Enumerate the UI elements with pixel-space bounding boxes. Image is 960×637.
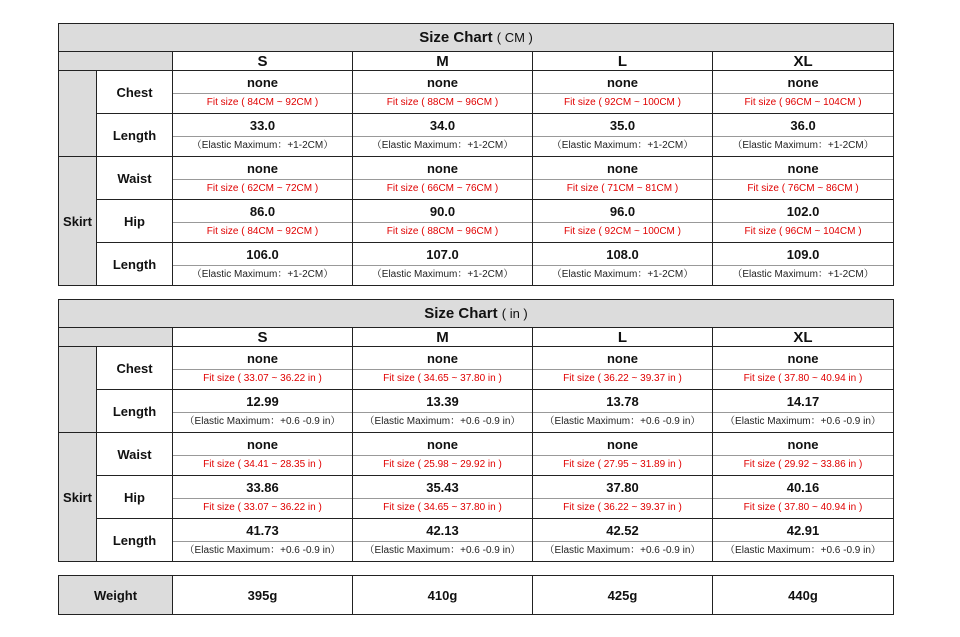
measure-row [59,71,894,114]
fit-size-note: Fit size ( 34.65 ~ 37.80 in ) [353,498,532,518]
fit-size-note: Fit size ( 25.98 ~ 29.92 in ) [353,455,532,475]
measure-value: none [606,161,639,176]
group-top-blank [59,347,97,433]
size-header-row [59,52,894,71]
measure-value: 12.99 [246,394,279,409]
fit-size-note: Fit size ( 33.07 ~ 36.22 in ) [173,498,352,518]
measure-cell [713,476,894,519]
measure-cell [533,519,713,562]
measure-cell [173,390,353,433]
weight-value-xl: 440g [713,576,894,615]
fit-size-note: Fit size ( 96CM ~ 104CM ) [713,222,893,242]
fit-size-note: Fit size ( 76CM ~ 86CM ) [713,179,893,199]
measure-cell [713,114,894,157]
measure-value: 107.0 [426,247,459,262]
measure-value: 108.0 [606,247,639,262]
size-header-l: L [533,52,713,71]
weight-table [58,575,894,615]
measure-value: 36.0 [790,118,816,133]
measure-cell [533,347,713,390]
measure-row [59,390,894,433]
elastic-note: （Elastic Maximum：+0.6 -0.9 in） [533,541,712,561]
measure-value: none [787,161,819,176]
measure-cell [173,476,353,519]
elastic-note: （Elastic Maximum：+1-2CM） [353,265,532,285]
measure-cell [353,390,533,433]
measure-value: none [787,75,819,90]
elastic-note: （Elastic Maximum：+0.6 -0.9 in） [533,412,712,432]
measure-row [59,433,894,476]
measure-value: none [426,351,459,366]
measure-value: 35.0 [609,118,636,133]
elastic-note: （Elastic Maximum：+1-2CM） [173,265,352,285]
weight-value-m: 410g [353,576,533,615]
chart-title [59,300,894,328]
elastic-note: （Elastic Maximum：+0.6 -0.9 in） [353,541,532,561]
measure-cell [173,243,353,286]
measure-cell [533,71,713,114]
measure-cell [353,347,533,390]
measure-cell [533,476,713,519]
measure-cell [713,243,894,286]
elastic-note: （Elastic Maximum：+0.6 -0.9 in） [173,541,352,561]
measure-row [59,200,894,243]
measure-cell [713,347,894,390]
measure-value: none [606,437,639,452]
measure-label: Length [97,390,173,433]
measure-label: Length [97,243,173,286]
elastic-note: （Elastic Maximum：+1-2CM） [713,265,893,285]
measure-cell [173,200,353,243]
measure-cell [353,433,533,476]
elastic-note: （Elastic Maximum：+1-2CM） [353,136,532,156]
measure-label: Hip [97,200,173,243]
measure-cell [533,433,713,476]
elastic-note: （Elastic Maximum：+1-2CM） [173,136,352,156]
fit-size-note: Fit size ( 66CM ~ 76CM ) [353,179,532,199]
fit-size-note: Fit size ( 36.22 ~ 39.37 in ) [533,498,712,518]
size-chart-inch-table [58,299,894,562]
measure-cell [533,243,713,286]
fit-size-note: Fit size ( 27.95 ~ 31.89 in ) [533,455,712,475]
elastic-note: （Elastic Maximum：+0.6 -0.9 in） [713,541,893,561]
measure-value: none [426,161,459,176]
measure-cell [353,476,533,519]
measure-value: none [606,75,639,90]
fit-size-note: Fit size ( 36.22 ~ 39.37 in ) [533,369,712,389]
measure-row [59,476,894,519]
measure-cell [533,114,713,157]
chart-title-unit: ( in ) [501,306,528,321]
measure-label: Hip [97,476,173,519]
fit-size-note: Fit size ( 34.41 ~ 28.35 in ) [173,455,352,475]
weight-value-l: 425g [533,576,713,615]
measure-cell [533,200,713,243]
fit-size-note: Fit size ( 37.80 ~ 40.94 in ) [713,498,893,518]
measure-row [59,114,894,157]
elastic-note: （Elastic Maximum：+1-2CM） [533,265,712,285]
chart-title [59,24,894,52]
measure-cell [713,433,894,476]
measure-value: 35.43 [426,480,459,495]
measure-value: 14.17 [786,394,820,409]
size-header-s: S [173,328,353,347]
elastic-note: （Elastic Maximum：+0.6 -0.9 in） [713,412,893,432]
group-label-skirt: Skirt [59,157,97,286]
fit-size-note: Fit size ( 92CM ~ 100CM ) [533,93,712,113]
fit-size-note: Fit size ( 34.65 ~ 37.80 in ) [353,369,532,389]
chart-title-text: Size Chart [424,305,498,322]
measure-cell [713,200,894,243]
measure-cell [173,157,353,200]
measure-cell [353,200,533,243]
measure-label: Waist [97,157,173,200]
fit-size-note: Fit size ( 37.80 ~ 40.94 in ) [713,369,893,389]
measure-value: 33.0 [249,118,276,133]
measure-value: none [787,351,819,366]
measure-value: none [246,437,279,452]
measure-row [59,157,894,200]
measure-value: none [426,75,459,90]
measure-value: 106.0 [246,247,279,262]
measure-row [59,347,894,390]
measure-value: none [787,437,819,452]
measure-value: 41.73 [246,523,279,538]
chart-title-unit: ( CM ) [496,30,533,45]
measure-cell [533,157,713,200]
measure-row [59,519,894,562]
measure-cell [353,243,533,286]
header-blank [59,328,173,347]
measure-value: 13.78 [606,394,639,409]
elastic-note: （Elastic Maximum：+1-2CM） [713,136,893,156]
fit-size-note: Fit size ( 96CM ~ 104CM ) [713,93,893,113]
size-header-l: L [533,328,713,347]
measure-cell [713,519,894,562]
measure-cell [713,390,894,433]
measure-cell [353,519,533,562]
measure-value: none [426,437,459,452]
fit-size-note: Fit size ( 33.07 ~ 36.22 in ) [173,369,352,389]
measure-label: Length [97,519,173,562]
size-header-xl: XL [713,52,894,71]
measure-value: 102.0 [786,204,820,219]
fit-size-note: Fit size ( 88CM ~ 96CM ) [353,93,532,113]
fit-size-note: Fit size ( 29.92 ~ 33.86 in ) [713,455,893,475]
measure-cell [173,347,353,390]
size-header-row [59,328,894,347]
fit-size-note: Fit size ( 71CM ~ 81CM ) [533,179,712,199]
size-header-s: S [173,52,353,71]
measure-value: none [246,75,279,90]
group-top-blank [59,71,97,157]
measure-cell [713,157,894,200]
measure-value: 34.0 [429,118,456,133]
measure-value: 42.91 [786,523,820,538]
measure-value: 33.86 [246,480,279,495]
measure-cell [173,114,353,157]
measure-value: 86.0 [249,204,276,219]
measure-cell [173,433,353,476]
header-blank [59,52,173,71]
measure-value: 42.52 [606,523,639,538]
measure-value: none [246,351,279,366]
measure-value: 96.0 [609,204,636,219]
size-header-xl: XL [713,328,894,347]
measure-cell [713,71,894,114]
measure-cell [533,390,713,433]
group-label-skirt: Skirt [59,433,97,562]
measure-value: none [246,161,279,176]
fit-size-note: Fit size ( 62CM ~ 72CM ) [173,179,352,199]
chart-title-text: Size Chart [419,29,493,46]
elastic-note: （Elastic Maximum：+0.6 -0.9 in） [353,412,532,432]
measure-cell [173,71,353,114]
measure-label: Length [97,114,173,157]
fit-size-note: Fit size ( 92CM ~ 100CM ) [533,222,712,242]
elastic-note: （Elastic Maximum：+1-2CM） [533,136,712,156]
size-chart-cm-table [58,23,894,286]
measure-cell [173,519,353,562]
measure-cell [353,114,533,157]
measure-label: Chest [97,347,173,390]
fit-size-note: Fit size ( 88CM ~ 96CM ) [353,222,532,242]
weight-value-s: 395g [173,576,353,615]
size-header-m: M [353,328,533,347]
measure-cell [353,157,533,200]
measure-value: 42.13 [426,523,459,538]
measure-label: Waist [97,433,173,476]
measure-value: 90.0 [429,204,456,219]
measure-label: Chest [97,71,173,114]
weight-row [59,576,894,615]
weight-label: Weight [59,576,173,615]
measure-value: 40.16 [786,480,820,495]
elastic-note: （Elastic Maximum：+0.6 -0.9 in） [173,412,352,432]
measure-value: 109.0 [786,247,820,262]
fit-size-note: Fit size ( 84CM ~ 92CM ) [173,222,352,242]
measure-value: none [606,351,639,366]
measure-value: 37.80 [606,480,639,495]
size-header-m: M [353,52,533,71]
measure-row [59,243,894,286]
measure-cell [353,71,533,114]
fit-size-note: Fit size ( 84CM ~ 92CM ) [173,93,352,113]
measure-value: 13.39 [426,394,459,409]
